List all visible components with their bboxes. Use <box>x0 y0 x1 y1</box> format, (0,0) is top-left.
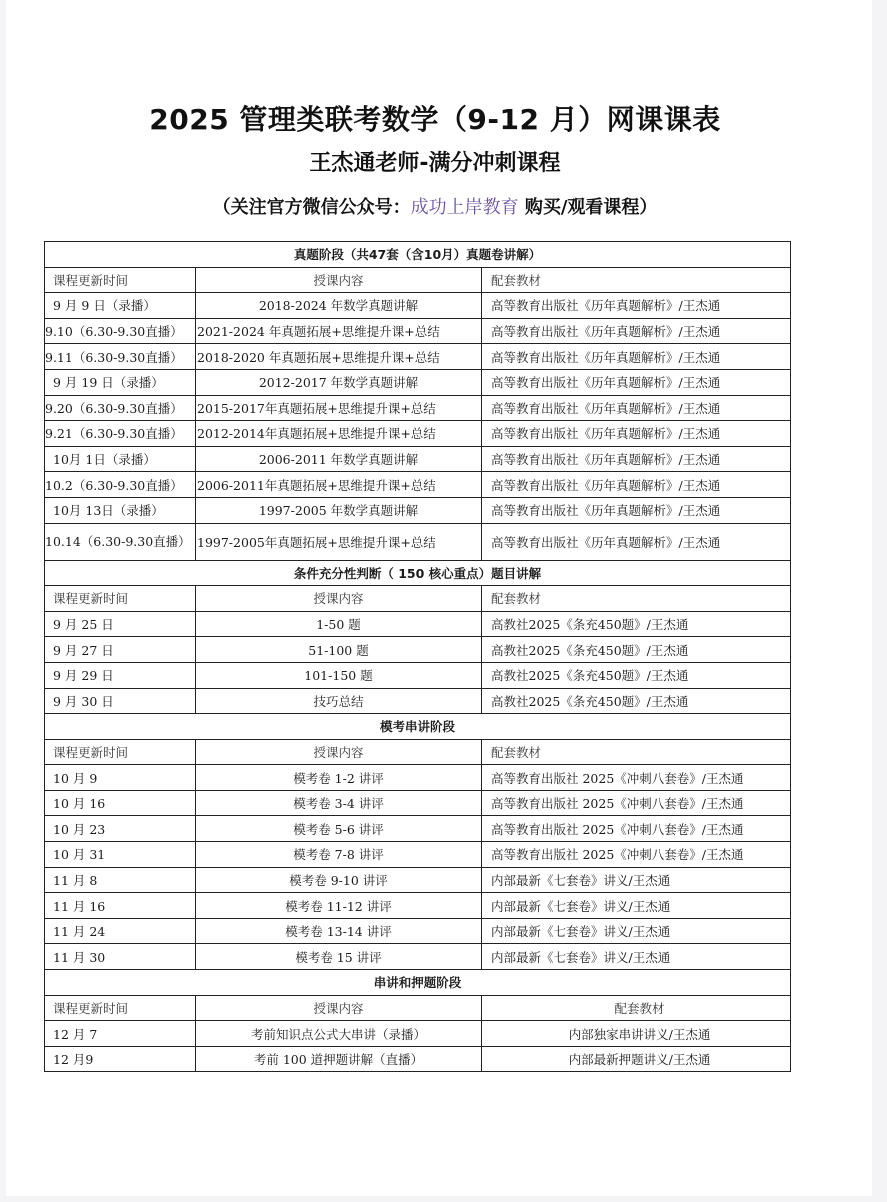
column-header: 课程更新时间 <box>45 267 196 293</box>
update-time-cell: 10 月 9 <box>45 765 196 791</box>
textbook-cell: 高等教育出版社《历年真题解析》/王杰通 <box>482 446 791 472</box>
table-row <box>45 765 791 791</box>
update-time-cell: 10 月 31 <box>45 842 196 868</box>
notice-prefix: （关注官方微信公众号： <box>212 197 411 218</box>
course-content-cell: 技巧总结 <box>196 688 482 714</box>
course-content-cell: 1997-2005年真题拓展+思维提升课+总结 <box>196 523 482 560</box>
textbook-cell: 高等教育出版社《历年真题解析》/王杰通 <box>482 395 791 421</box>
table-row <box>45 421 791 447</box>
section-title-row <box>45 970 791 996</box>
update-time-cell: 9 月 19 日（录播） <box>45 369 196 395</box>
course-content-cell: 模考卷 3-4 讲评 <box>196 790 482 816</box>
course-content-cell: 2015-2017年真题拓展+思维提升课+总结 <box>196 395 482 421</box>
table-row <box>45 662 791 688</box>
column-header: 授课内容 <box>196 739 482 765</box>
textbook-cell: 高等教育出版社 2025《冲刺八套卷》/王杰通 <box>482 765 791 791</box>
table-row <box>45 318 791 344</box>
course-content-cell: 模考卷 5-6 讲评 <box>196 816 482 842</box>
textbook-cell: 高教社2025《条充450题》/王杰通 <box>482 688 791 714</box>
textbook-cell: 高等教育出版社《历年真题解析》/王杰通 <box>482 472 791 498</box>
section-title: 串讲和押题阶段 <box>45 970 791 996</box>
textbook-cell: 高等教育出版社《历年真题解析》/王杰通 <box>482 344 791 370</box>
textbook-cell: 高等教育出版社《历年真题解析》/王杰通 <box>482 293 791 319</box>
textbook-cell: 内部独家串讲讲义/王杰通 <box>482 1021 791 1047</box>
table-row <box>45 816 791 842</box>
schedule-table <box>44 241 791 1072</box>
column-header-row <box>45 995 791 1021</box>
update-time-cell: 11 月 24 <box>45 918 196 944</box>
column-header: 配套教材 <box>482 995 791 1021</box>
table-row <box>45 369 791 395</box>
course-content-cell: 51-100 题 <box>196 637 482 663</box>
update-time-cell: 9.20（6.30-9.30直播） <box>45 395 196 421</box>
update-time-cell: 10 月 23 <box>45 816 196 842</box>
column-header: 配套教材 <box>482 586 791 612</box>
course-content-cell: 模考卷 9-10 讲评 <box>196 867 482 893</box>
section-title-row <box>45 242 791 268</box>
update-time-cell: 9.10（6.30-9.30直播） <box>45 318 196 344</box>
column-header: 配套教材 <box>482 739 791 765</box>
update-time-cell: 11 月 8 <box>45 867 196 893</box>
column-header: 授课内容 <box>196 995 482 1021</box>
column-header: 授课内容 <box>196 586 482 612</box>
update-time-text: 10.14（6.30-9.30直播） <box>45 533 191 549</box>
table-row <box>45 918 791 944</box>
column-header-row <box>45 267 791 293</box>
textbook-cell: 高等教育出版社 2025《冲刺八套卷》/王杰通 <box>482 790 791 816</box>
textbook-cell: 高等教育出版社《历年真题解析》/王杰通 <box>482 497 791 523</box>
course-content-cell: 模考卷 7-8 讲评 <box>196 842 482 868</box>
update-time-cell: 11 月 30 <box>45 944 196 970</box>
section-title: 模考串讲阶段 <box>45 714 791 740</box>
table-row <box>45 497 791 523</box>
course-content-cell: 1-50 题 <box>196 611 482 637</box>
course-content-cell: 模考卷 13-14 讲评 <box>196 918 482 944</box>
textbook-cell: 内部最新《七套卷》讲义/王杰通 <box>482 893 791 919</box>
course-content-cell: 2006-2011年真题拓展+思维提升课+总结 <box>196 472 482 498</box>
textbook-cell: 高等教育出版社《历年真题解析》/王杰通 <box>482 421 791 447</box>
table-row <box>45 1021 791 1047</box>
update-time-cell: 12 月 7 <box>45 1021 196 1047</box>
update-time-cell: 10 月 16 <box>45 790 196 816</box>
table-row <box>45 293 791 319</box>
table-row <box>45 867 791 893</box>
course-content-cell: 2012-2014年真题拓展+思维提升课+总结 <box>196 421 482 447</box>
table-row <box>45 523 791 560</box>
textbook-cell: 内部最新《七套卷》讲义/王杰通 <box>482 867 791 893</box>
course-content-cell: 2021-2024 年真题拓展+思维提升课+总结 <box>196 318 482 344</box>
textbook-cell: 高等教育出版社《历年真题解析》/王杰通 <box>482 523 791 560</box>
update-time-cell: 9 月 27 日 <box>45 637 196 663</box>
table-row <box>45 395 791 421</box>
textbook-cell: 高教社2025《条充450题》/王杰通 <box>482 662 791 688</box>
table-row <box>45 688 791 714</box>
update-time-cell: 10.2（6.30-9.30直播） <box>45 472 196 498</box>
textbook-cell: 高等教育出版社 2025《冲刺八套卷》/王杰通 <box>482 842 791 868</box>
textbook-cell: 内部最新押题讲义/王杰通 <box>482 1046 791 1072</box>
table-row <box>45 637 791 663</box>
textbook-cell: 高等教育出版社《历年真题解析》/王杰通 <box>482 318 791 344</box>
table-row <box>45 344 791 370</box>
column-header-row <box>45 586 791 612</box>
course-content-cell: 2012-2017 年数学真题讲解 <box>196 369 482 395</box>
table-row <box>45 1046 791 1072</box>
update-time-cell: 10月 13日（录播） <box>45 497 196 523</box>
section-title: 条件充分性判断（ 150 核心重点）题目讲解 <box>45 560 791 586</box>
course-content-cell: 考前 100 道押题讲解（直播） <box>196 1046 482 1072</box>
update-time-cell: 9 月 25 日 <box>45 611 196 637</box>
course-content-cell: 模考卷 15 讲评 <box>196 944 482 970</box>
textbook-cell: 内部最新《七套卷》讲义/王杰通 <box>482 918 791 944</box>
update-time-cell: 9 月 29 日 <box>45 662 196 688</box>
course-content-cell: 1997-2005 年数学真题讲解 <box>196 497 482 523</box>
update-time-cell: 12 月9 <box>45 1046 196 1072</box>
page-title: 2025 管理类联考数学（9-12 月）网课课表 <box>149 103 721 136</box>
update-time-cell: 10月 1日（录播） <box>45 446 196 472</box>
update-time-cell: 9 月 30 日 <box>45 688 196 714</box>
column-header-row <box>45 739 791 765</box>
course-content-cell: 2018-2020 年真题拓展+思维提升课+总结 <box>196 344 482 370</box>
column-header: 授课内容 <box>196 267 482 293</box>
column-header: 配套教材 <box>482 267 791 293</box>
table-row <box>45 842 791 868</box>
column-header: 课程更新时间 <box>45 995 196 1021</box>
textbook-cell: 内部最新《七套卷》讲义/王杰通 <box>482 944 791 970</box>
table-row <box>45 611 791 637</box>
column-header: 课程更新时间 <box>45 586 196 612</box>
table-row <box>45 472 791 498</box>
course-content-cell: 模考卷 11-12 讲评 <box>196 893 482 919</box>
textbook-cell: 高等教育出版社 2025《冲刺八套卷》/王杰通 <box>482 816 791 842</box>
course-content-cell: 考前知识点公式大串讲（录播） <box>196 1021 482 1047</box>
section-title: 真题阶段（共47套（含10月）真题卷讲解） <box>45 242 791 268</box>
table-row <box>45 944 791 970</box>
table-row <box>45 790 791 816</box>
page-subtitle: 王杰通老师-满分冲刺课程 <box>309 151 561 176</box>
update-time-cell: 9.21（6.30-9.30直播） <box>45 421 196 447</box>
update-time-cell <box>45 523 196 560</box>
course-content-cell: 101-150 题 <box>196 662 482 688</box>
section-title-row <box>45 560 791 586</box>
column-header: 课程更新时间 <box>45 739 196 765</box>
course-content-cell: 2006-2011 年数学真题讲解 <box>196 446 482 472</box>
table-row <box>45 446 791 472</box>
brand-name: 成功上岸教育 <box>410 197 519 218</box>
update-time-cell: 9.11（6.30-9.30直播） <box>45 344 196 370</box>
table-row <box>45 893 791 919</box>
textbook-cell: 高等教育出版社《历年真题解析》/王杰通 <box>482 369 791 395</box>
notice-suffix: 购买/观看课程） <box>518 197 658 218</box>
update-time-cell: 11 月 16 <box>45 893 196 919</box>
update-time-cell: 9 月 9 日（录播） <box>45 293 196 319</box>
purchase-notice <box>0 193 870 219</box>
course-content-cell: 2018-2024 年数学真题讲解 <box>196 293 482 319</box>
course-content-cell: 模考卷 1-2 讲评 <box>196 765 482 791</box>
section-title-row <box>45 714 791 740</box>
textbook-cell: 高教社2025《条充450题》/王杰通 <box>482 611 791 637</box>
textbook-cell: 高教社2025《条充450题》/王杰通 <box>482 637 791 663</box>
